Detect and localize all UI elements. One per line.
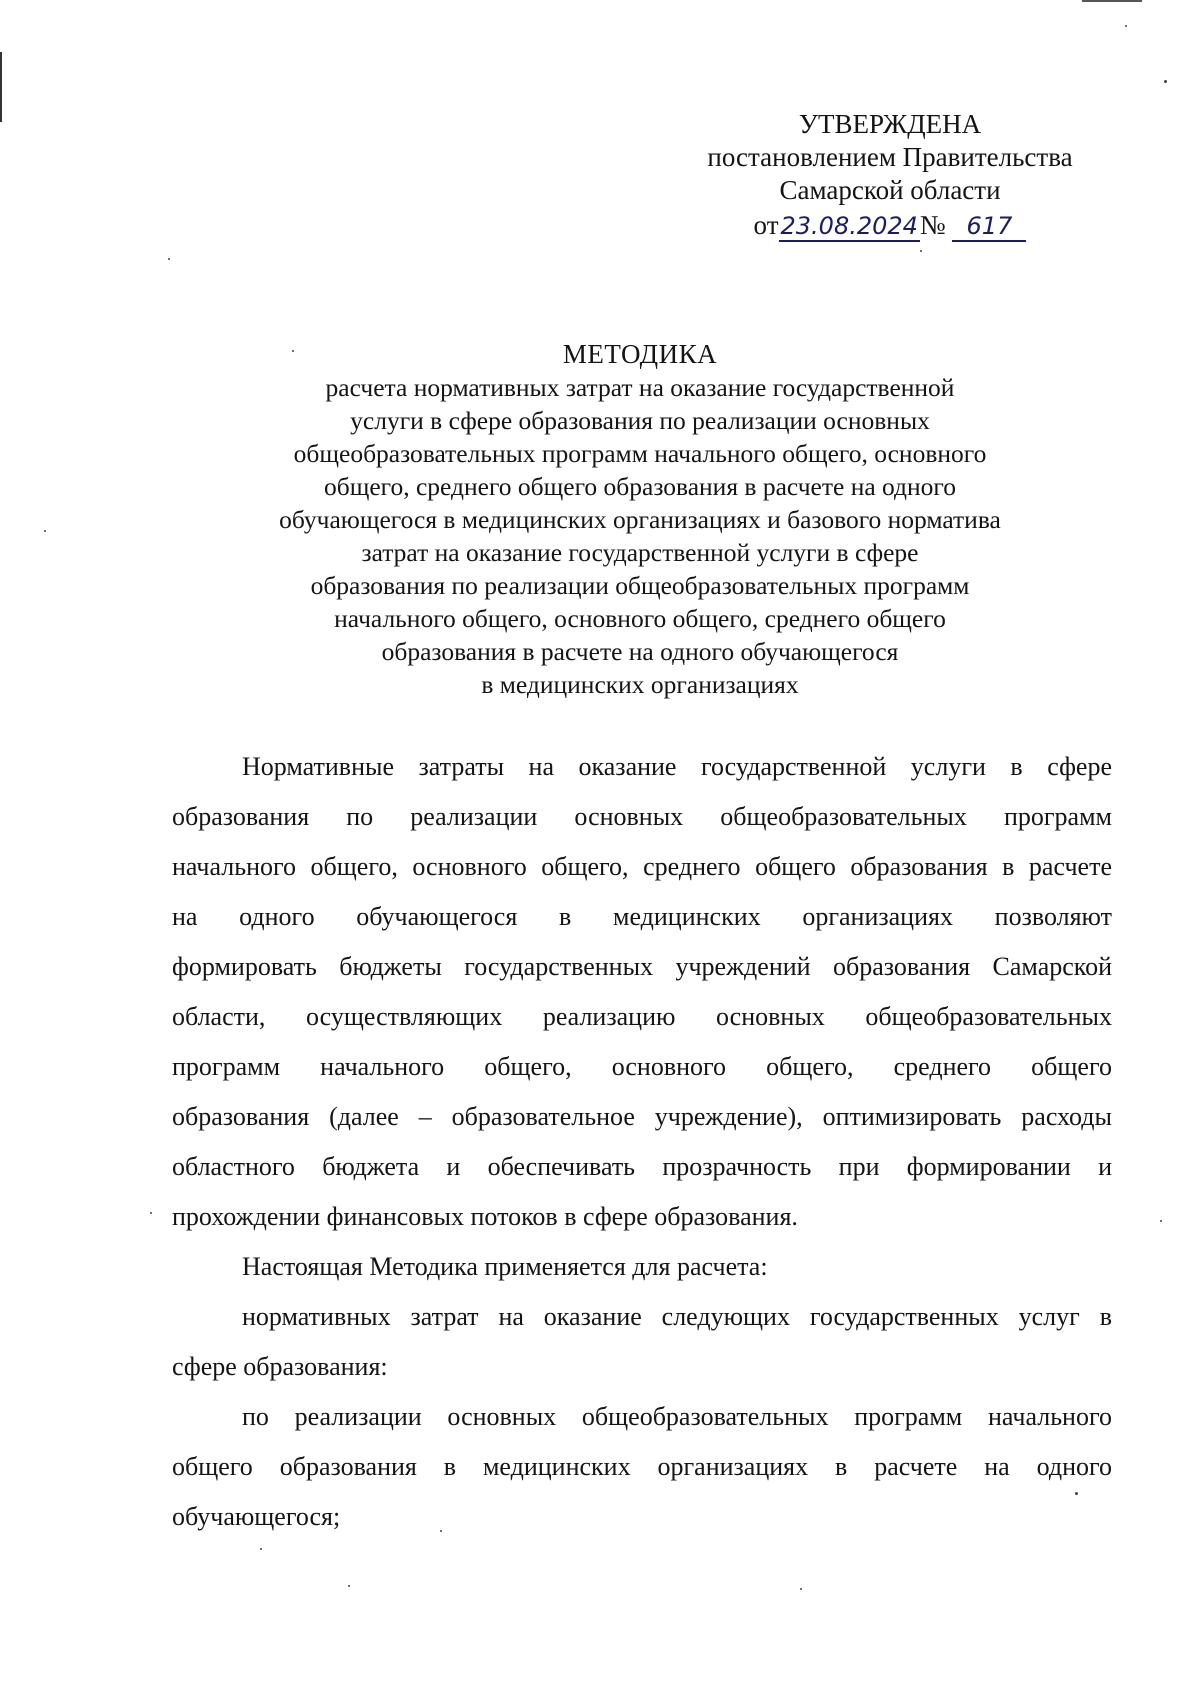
scan-speck bbox=[440, 1530, 442, 1532]
body-line: на одного обучающегося в медицинских организациях позволяют bbox=[172, 902, 1112, 931]
date-prefix: от bbox=[753, 210, 779, 240]
approval-stamp bbox=[690, 108, 1090, 242]
body-line: Настоящая Методика применяется для расчета: bbox=[242, 1252, 768, 1281]
approval-heading: УТВЕРЖДЕНА bbox=[798, 109, 982, 139]
body-line: образования (далее – образовательное учреждение), оптимизировать расходы bbox=[172, 1102, 1112, 1131]
approval-region: Самарской области bbox=[779, 175, 1001, 205]
scan-speck bbox=[1075, 1492, 1078, 1495]
body-line: области, осуществляющих реализацию основных общеобразовательных bbox=[172, 1002, 1112, 1031]
subtitle-line: услуги в сфере образования по реализации основных bbox=[350, 406, 930, 435]
body-line: нормативных затрат на оказание следующих государственных услуг в bbox=[242, 1302, 1112, 1331]
top-edge-rule bbox=[1082, 0, 1142, 2]
scan-speck bbox=[1125, 25, 1127, 27]
body-line: обучающегося; bbox=[172, 1502, 341, 1531]
body-line: начального общего, основного общего, среднего общего образования в расчете bbox=[172, 852, 1112, 881]
scan-speck bbox=[292, 350, 294, 352]
document-body bbox=[172, 742, 1112, 1542]
body-line: программ начального общего, основного общего, среднего общего bbox=[172, 1052, 1112, 1081]
body-line: общего образования в медицинских организациях в расчете на одного bbox=[172, 1452, 1112, 1481]
document-title-block bbox=[200, 338, 1080, 701]
body-line: областного бюджета и обеспечивать прозрачность при формировании и bbox=[172, 1152, 1112, 1181]
scan-speck bbox=[800, 1588, 802, 1590]
body-line: образования по реализации основных общеобразовательных программ bbox=[172, 802, 1112, 831]
subtitle-line: общеобразовательных программ начального общего, основного bbox=[293, 439, 987, 468]
body-line: сфере образования: bbox=[172, 1352, 388, 1381]
subtitle-line: образования по реализации общеобразовательных программ bbox=[310, 571, 970, 600]
scan-speck bbox=[44, 530, 46, 532]
approval-date-line bbox=[690, 209, 1090, 242]
approval-authority: постановлением Правительства bbox=[707, 142, 1073, 172]
scan-speck bbox=[920, 250, 922, 252]
subtitle-line: расчета нормативных затрат на оказание государственной bbox=[325, 373, 955, 402]
body-line: по реализации основных общеобразовательных программ начального bbox=[242, 1402, 1112, 1431]
body-line: прохождении финансовых потоков в сфере образования. bbox=[172, 1202, 798, 1231]
subtitle-line: общего, среднего общего образования в расчете на одного bbox=[323, 472, 957, 501]
scan-speck bbox=[150, 1212, 152, 1214]
handwritten-date: 23.08.2024 bbox=[780, 212, 918, 240]
scan-speck bbox=[260, 1548, 262, 1550]
subtitle-line: начального общего, основного общего, среднего общего bbox=[334, 604, 946, 633]
scan-speck bbox=[168, 258, 170, 260]
subtitle-line: образования в расчете на одного обучающегося bbox=[381, 637, 899, 666]
handwritten-number: 617 bbox=[952, 212, 1026, 242]
body-line: Нормативные затраты на оказание государственной услуги в сфере bbox=[242, 752, 1112, 781]
document-title: МЕТОДИКА bbox=[562, 339, 718, 369]
scan-speck bbox=[1164, 80, 1167, 83]
left-edge-mark bbox=[0, 52, 2, 122]
number-prefix: № bbox=[919, 210, 946, 240]
body-line: формировать бюджеты государственных учреждений образования Самарской bbox=[172, 952, 1112, 981]
subtitle-line: обучающегося в медицинских организациях и базового норматива bbox=[279, 505, 1001, 534]
subtitle-line: в медицинских организациях bbox=[481, 670, 799, 699]
subtitle-line: затрат на оказание государственной услуги в сфере bbox=[361, 538, 919, 567]
scan-speck bbox=[1160, 1220, 1162, 1222]
scan-speck bbox=[348, 1585, 350, 1587]
